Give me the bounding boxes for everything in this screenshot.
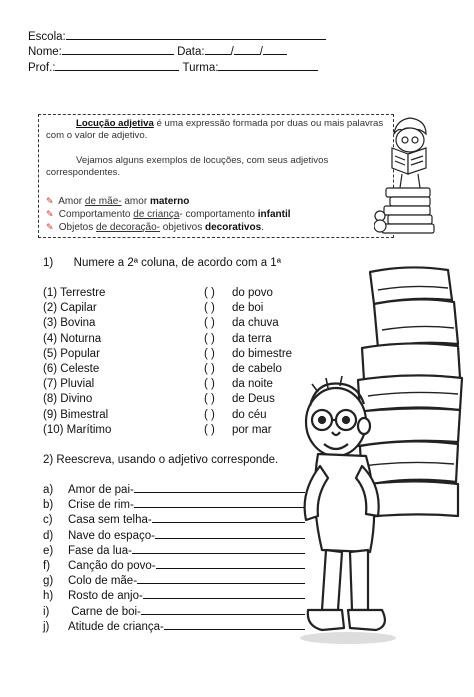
class-label: Turma:: [182, 62, 219, 74]
class-field[interactable]: [218, 59, 318, 71]
example-text: - comportamento: [179, 209, 258, 220]
school-label: Escola:: [28, 31, 66, 43]
answer-line[interactable]: [137, 573, 305, 584]
left-number: (7): [43, 378, 58, 391]
left-item: [43, 377, 94, 392]
example-text: Amor: [58, 196, 85, 207]
intro-definition: [46, 118, 391, 142]
left-word: Terrestre: [60, 287, 106, 299]
intro-term: Locução adjetiva: [76, 118, 154, 129]
answer-line[interactable]: [134, 482, 305, 493]
answer-line[interactable]: [132, 543, 305, 554]
item-phrase: Fase da lua-: [68, 544, 132, 557]
prof-label: Prof.:: [28, 62, 56, 74]
boy-carrying-books-icon: [298, 260, 466, 680]
item-letter: e): [43, 544, 54, 557]
answer-box[interactable]: ( ): [204, 408, 215, 421]
name-label: Nome:: [28, 46, 62, 58]
date-year-field[interactable]: [263, 43, 287, 55]
pencil-icon: ✎: [46, 196, 54, 206]
item-letter: b): [43, 499, 54, 512]
question-text: Numere a 2ª coluna, de acordo com a 1ª: [73, 257, 281, 269]
rewrite-item: [43, 543, 305, 559]
left-number: (3): [43, 317, 58, 330]
item-letter: h): [43, 590, 54, 603]
left-word: Marítimo: [66, 423, 112, 436]
answer-line[interactable]: [155, 528, 305, 539]
date-month-field[interactable]: [234, 43, 260, 55]
date-day-field[interactable]: [205, 43, 231, 55]
right-phrase: de boi: [232, 302, 264, 315]
intro-definition-text: é uma expressão formada por duas ou mais palavras com o valor de adjetivo.: [46, 118, 384, 141]
example-text: Objetos: [58, 222, 97, 233]
left-item: [43, 347, 100, 362]
rewrite-item: [43, 588, 305, 604]
answer-box[interactable]: ( ): [204, 423, 215, 436]
answer-line[interactable]: [152, 512, 305, 523]
item-phrase: Colo de mãe-: [68, 575, 138, 588]
left-number: (5): [43, 347, 58, 360]
prof-field[interactable]: [55, 59, 179, 71]
left-word: Divino: [60, 393, 93, 406]
item-phrase: Atitude de criança-: [68, 620, 164, 633]
item-letter: c): [43, 514, 53, 527]
left-word: Noturna: [60, 332, 102, 345]
right-phrase: de cabelo: [232, 363, 282, 375]
example-locution: de mãe-: [84, 196, 122, 207]
left-word: Popular: [60, 347, 100, 360]
left-number: (6): [43, 363, 58, 375]
rewrite-item: [43, 619, 305, 635]
answer-box[interactable]: ( ): [204, 302, 215, 315]
left-item: [43, 332, 101, 347]
rewrite-item: [43, 482, 305, 498]
item-phrase: Nave do espaço-: [68, 529, 155, 542]
item-letter: d): [43, 529, 54, 542]
item-letter: g): [43, 575, 54, 588]
example-text: objetivos: [159, 222, 205, 233]
answer-line[interactable]: [164, 619, 305, 630]
left-number: (9): [43, 408, 58, 421]
example-text: .: [261, 222, 264, 233]
rewrite-item: [43, 573, 305, 589]
left-item: [43, 301, 97, 316]
question-number: 1): [43, 257, 54, 269]
intro-examples: Vejamos alguns exemplos de locuções, com seus adjetivos correspondentes.: [46, 155, 329, 178]
right-phrase: da chuva: [232, 317, 279, 330]
example-item: [46, 195, 189, 208]
pencil-icon: ✎: [46, 222, 54, 232]
left-number: (10): [43, 423, 64, 436]
example-locution: de criança: [133, 209, 180, 220]
right-phrase: da terra: [232, 332, 272, 345]
item-letter: i): [43, 605, 50, 618]
answer-line[interactable]: [141, 604, 305, 615]
answer-box[interactable]: ( ): [204, 287, 215, 299]
name-line: [28, 43, 287, 59]
question-2-title: 2) Reescreva, usando o adjetivo corresponde.: [43, 454, 279, 466]
left-item: [43, 286, 105, 301]
left-word: Bimestral: [60, 408, 109, 421]
answer-box[interactable]: ( ): [204, 393, 215, 406]
example-item: [46, 208, 291, 221]
rewrite-item: [43, 512, 305, 528]
item-phrase: Crise de rim-: [68, 499, 134, 512]
name-field[interactable]: [62, 43, 174, 55]
left-item: [43, 408, 108, 423]
rewrite-item: [43, 528, 305, 544]
left-item: [43, 423, 111, 438]
left-item: [43, 392, 92, 407]
right-phrase: por mar: [232, 423, 272, 436]
left-word: Capilar: [60, 302, 97, 315]
right-phrase: do povo: [232, 287, 273, 299]
answer-box[interactable]: ( ): [204, 363, 215, 375]
right-phrase: do céu: [232, 408, 267, 421]
date-separator: /: [259, 46, 263, 58]
item-phrase: Amor de pai-: [68, 484, 134, 496]
left-item: [43, 362, 99, 377]
item-letter: j): [43, 620, 50, 633]
right-phrase: da noite: [232, 378, 273, 391]
item-letter: a): [43, 484, 54, 496]
right-phrase: de Deus: [232, 393, 275, 406]
answer-box[interactable]: ( ): [204, 347, 215, 360]
answer-box[interactable]: ( ): [204, 332, 215, 345]
school-line: [28, 28, 326, 44]
example-adjective: decorativos: [205, 222, 262, 233]
item-phrase: Carne de boi-: [68, 605, 141, 618]
pencil-icon: ✎: [46, 209, 54, 219]
answer-line[interactable]: [134, 497, 305, 508]
left-word: Celeste: [60, 363, 100, 375]
rewrite-item: [43, 604, 305, 620]
left-item: [43, 316, 95, 331]
left-word: Pluvial: [60, 378, 95, 391]
left-number: (8): [43, 393, 58, 406]
answer-box[interactable]: ( ): [204, 317, 215, 330]
item-phrase: Canção do povo-: [68, 560, 156, 572]
date-separator: /: [230, 46, 234, 58]
item-letter: f): [43, 560, 51, 572]
prof-line: [28, 59, 318, 75]
example-text: amor: [121, 196, 150, 207]
school-field[interactable]: [66, 28, 326, 40]
example-adjective: materno: [149, 196, 190, 207]
answer-box[interactable]: ( ): [204, 378, 215, 391]
boy-reading-on-books-icon: [374, 112, 444, 234]
example-locution: de decoração-: [96, 222, 160, 233]
left-word: Bovina: [60, 317, 96, 330]
left-number: (2): [43, 302, 58, 315]
question-1-title: [43, 256, 281, 270]
answer-line[interactable]: [156, 558, 305, 569]
date-label: Data:: [177, 46, 205, 58]
item-phrase: Casa sem telha-: [68, 514, 152, 527]
answer-line[interactable]: [143, 588, 305, 599]
left-number: (1): [43, 287, 58, 299]
example-text: Comportamento: [58, 209, 134, 220]
example-item: [46, 221, 264, 234]
left-number: (4): [43, 332, 58, 345]
rewrite-item: [43, 497, 305, 513]
rewrite-item: [43, 558, 305, 574]
example-adjective: infantil: [257, 209, 291, 220]
item-phrase: Rosto de anjo-: [68, 590, 143, 603]
right-phrase: do bimestre: [232, 347, 293, 360]
